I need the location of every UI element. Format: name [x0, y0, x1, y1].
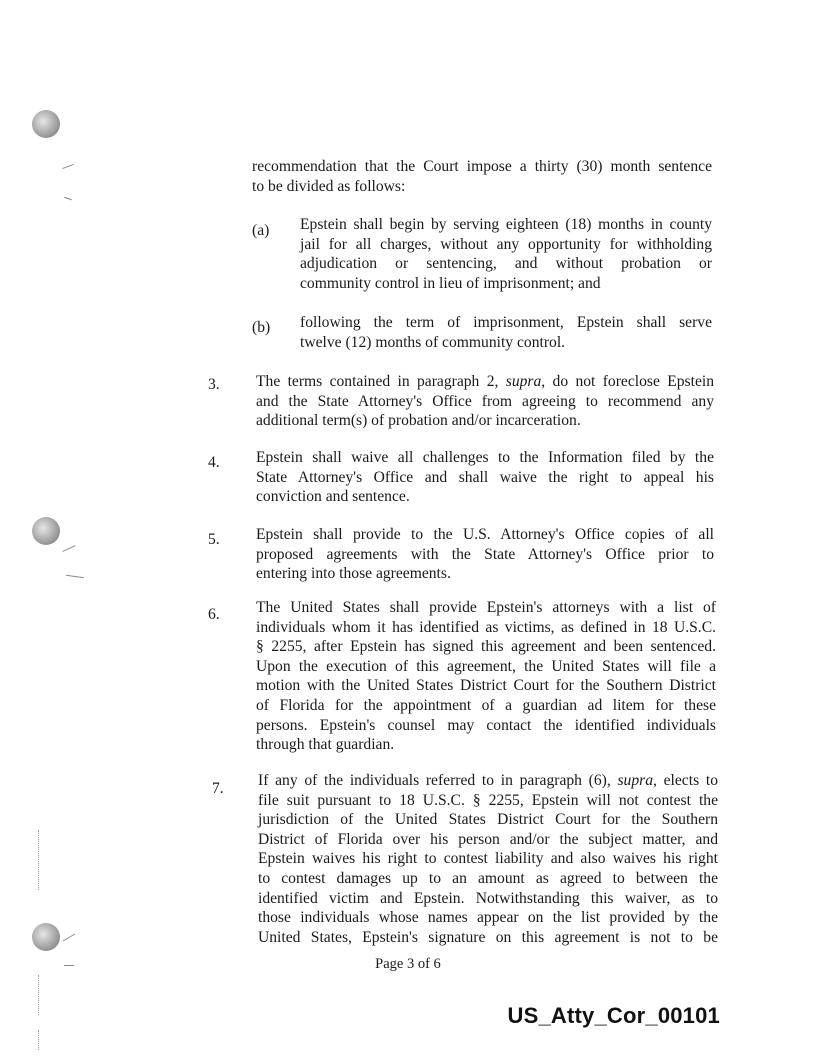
text-line: those individuals whose names appear on the list provided by the [258, 909, 718, 927]
punch-hole-top [32, 110, 60, 138]
text-line: conviction and sentence. [256, 488, 410, 506]
paragraph-3-number: 3. [208, 376, 220, 393]
text-line: recommendation that the Court impose a thirty (30) month sentence [252, 158, 712, 175]
text-line: additional term(s) of probation and/or incarceration. [256, 412, 581, 430]
text-line: The terms contained in paragraph 2, supra, do not foreclose Epstein [256, 373, 714, 390]
text-line: Epstein shall provide to the U.S. Attorney's Office copies of all [256, 526, 714, 543]
subparagraph-b-text [300, 313, 712, 352]
text-line: jail for all charges, without any opportunity for withholding [300, 235, 712, 253]
subparagraph-a-label: (a) [252, 222, 270, 239]
paragraph-7-text [258, 771, 718, 947]
text-line: identified victim and Epstein. Notwithstanding this waiver, as to [258, 889, 718, 907]
text-line: jurisdiction of the United States District Court for the Southern [258, 811, 718, 829]
paragraph-4-number: 4. [208, 454, 220, 471]
text-line: The United States shall provide Epstein's attorneys with a list of [256, 599, 716, 616]
text-line: and the State Attorney's Office from agreeing to recommend any [256, 392, 714, 410]
text-line: file suit pursuant to 18 U.S.C. § 2255, Epstein will not contest the [258, 791, 718, 809]
paragraph-5-number: 5. [208, 531, 220, 548]
text-line: persons. Epstein's counsel may contact the identified individuals [256, 716, 716, 734]
text-line: following the term of imprisonment, Epstein shall serve [300, 314, 712, 331]
text-line: § 2255, after Epstein has signed this agreement and been sentenced. [256, 638, 716, 656]
punch-hole-bottom [32, 923, 60, 951]
subparagraph-b-label: (b) [252, 319, 271, 336]
text-line: proposed agreements with the State Attorney's Office prior to [256, 545, 714, 563]
text-line: twelve (12) months of community control. [300, 333, 566, 351]
paragraph-6-number: 6. [208, 606, 220, 623]
text-line: Epstein shall waive all challenges to the Information filed by the [256, 449, 714, 466]
text-line: motion with the United States District Court for the Southern District [256, 677, 716, 695]
text-line: to contest damages up to an amount as agreed to between the [258, 869, 718, 887]
scan-mark [64, 197, 72, 201]
text-line: community control in lieu of imprisonment; and [300, 274, 601, 292]
paragraph-5-text [256, 525, 714, 584]
text-line: adjudication or sentencing, and without probation or [300, 255, 712, 273]
text-line: entering into those agreements. [256, 565, 451, 583]
paragraph-3-text [256, 372, 714, 431]
paragraph-7-number: 7. [212, 780, 224, 797]
text-line: of Florida for the appointment of a guardian ad litem for these [256, 696, 716, 714]
text-line: Upon the execution of this agreement, the United States will file a [256, 657, 716, 675]
scan-mark [62, 545, 75, 552]
paragraph-4-text [256, 448, 714, 507]
subparagraph-a-text [300, 215, 712, 293]
page-number: Page 3 of 6 [375, 956, 441, 972]
scan-mark [63, 934, 76, 942]
punch-hole-middle [32, 517, 60, 545]
scan-mark [66, 575, 84, 578]
scan-edge-mark [38, 830, 39, 890]
text-line: District of Florida over his person and/or the subject matter, and [258, 830, 718, 848]
text-line: to be divided as follows: [252, 177, 406, 195]
bates-number: US_Atty_Cor_00101 [507, 1003, 720, 1028]
scan-edge-mark [38, 975, 39, 1015]
scan-edge-mark [38, 1030, 39, 1050]
text-line: United States, Epstein's signature on this agreement is not to be [258, 928, 718, 946]
text-line: Epstein waives his right to contest liability and also waives his right [258, 850, 718, 868]
text-line: If any of the individuals referred to in paragraph (6), supra, elects to [258, 772, 718, 789]
text-line: Epstein shall begin by serving eighteen (18) months in county [300, 216, 712, 233]
scan-mark [62, 164, 74, 169]
paragraph-6-text [256, 598, 716, 755]
intro-paragraph [252, 157, 712, 196]
text-line: State Attorney's Office and shall waive the right to appeal his [256, 468, 714, 486]
text-line: individuals whom it has identified as victims, as defined in 18 U.S.C. [256, 618, 716, 636]
text-line: through that guardian. [256, 736, 395, 754]
